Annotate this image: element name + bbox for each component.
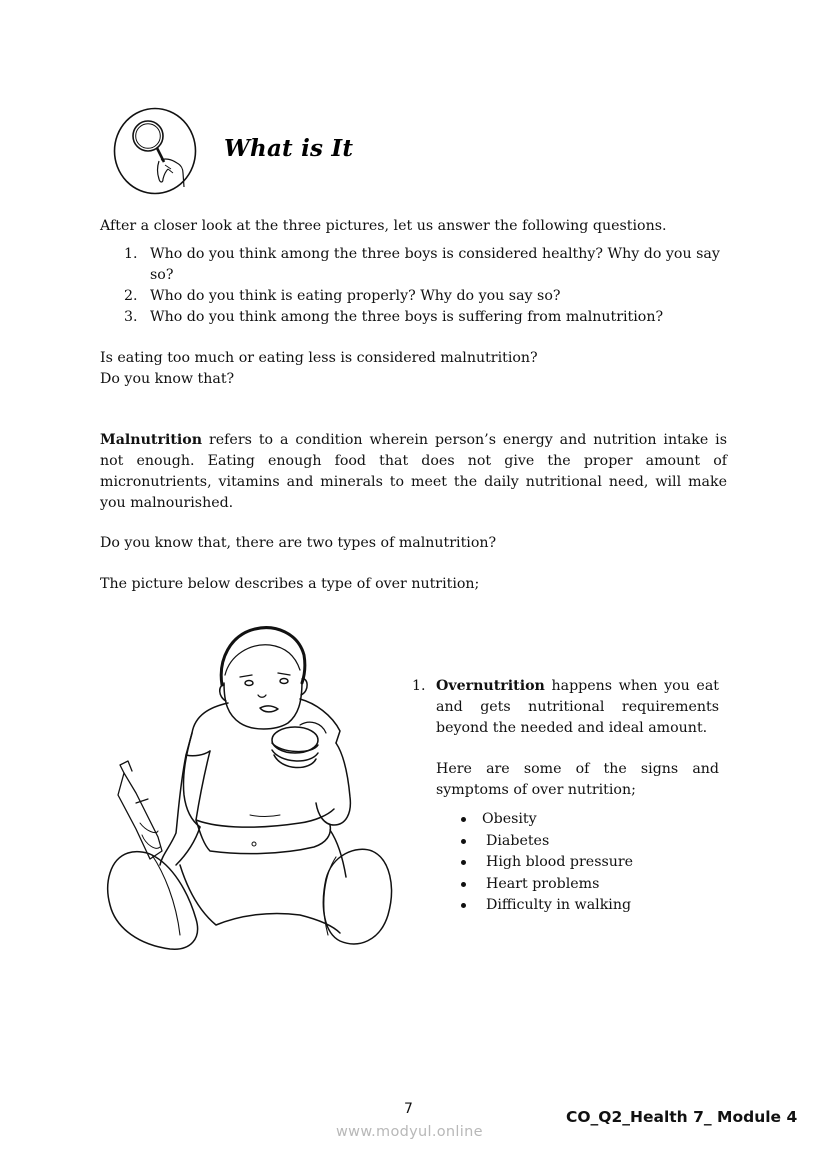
overweight-boy-illustration — [100, 615, 400, 960]
question-line: Do you know that? — [100, 371, 235, 387]
sign-item — [458, 852, 633, 874]
definition-term: Malnutrition — [100, 432, 203, 448]
question-text: Who do you think among the three boys is considered healthy? Why do you say so? — [150, 246, 720, 283]
question-item — [120, 244, 728, 286]
module-code: CO_Q2_Health 7_ Module 4 — [566, 1108, 798, 1126]
question-paragraph — [100, 348, 740, 390]
magnifying-glass-icon — [113, 107, 197, 195]
question-line: Is eating too much or eating less is considered malnutrition? — [100, 350, 538, 366]
sign-item — [458, 895, 633, 917]
intro-paragraph: After a closer look at the three pictures, let us answer the following questions. — [100, 218, 667, 234]
sign-text: Diabetes — [486, 832, 550, 849]
sign-item — [458, 809, 633, 831]
definition-paragraph — [100, 430, 727, 514]
sign-text: Heart problems — [486, 875, 600, 892]
sign-item — [458, 831, 633, 853]
page-number: 7 — [404, 1101, 413, 1117]
question-item — [120, 286, 728, 307]
question-item — [120, 307, 728, 328]
overnutrition-item — [412, 676, 719, 739]
section-title: What is It — [224, 135, 354, 162]
overnutrition-number: 1. — [412, 678, 426, 694]
overnutrition-text: happens when you eat and gets nutritional requirements beyond the needed and ideal amount. — [436, 678, 719, 736]
question-text: Who do you think among the three boys is suffering from malnutrition? — [150, 309, 664, 325]
question-number: 2. — [124, 288, 138, 304]
sign-text: High blood pressure — [486, 854, 634, 871]
sign-text: Obesity — [482, 811, 537, 827]
question-number: 1. — [124, 246, 138, 262]
overnutrition-description — [436, 676, 719, 739]
signs-list — [458, 809, 633, 917]
signs-intro: Here are some of the signs and symptoms of over nutrition; — [436, 761, 719, 798]
picture-caption: The picture below describes a type of over nutrition; — [100, 576, 480, 592]
sign-text: Difficulty in walking — [486, 897, 632, 914]
question-list — [120, 244, 728, 328]
overnutrition-term: Overnutrition — [436, 678, 545, 694]
question-text: Who do you think is eating properly? Why do you say so? — [150, 288, 561, 304]
sign-item — [458, 874, 633, 896]
definition-text: refers to a condition wherein person’s energy and nutrition intake is not enough. Eating enough food that does not give the proper amount of micronutrients, vitamins and minerals to meet the daily nutritional need, will make you malnourished. — [100, 432, 727, 511]
two-types-paragraph: Do you know that, there are two types of malnutrition? — [100, 535, 497, 551]
watermark: www.modyul.online — [336, 1124, 483, 1140]
question-number: 3. — [124, 309, 138, 325]
